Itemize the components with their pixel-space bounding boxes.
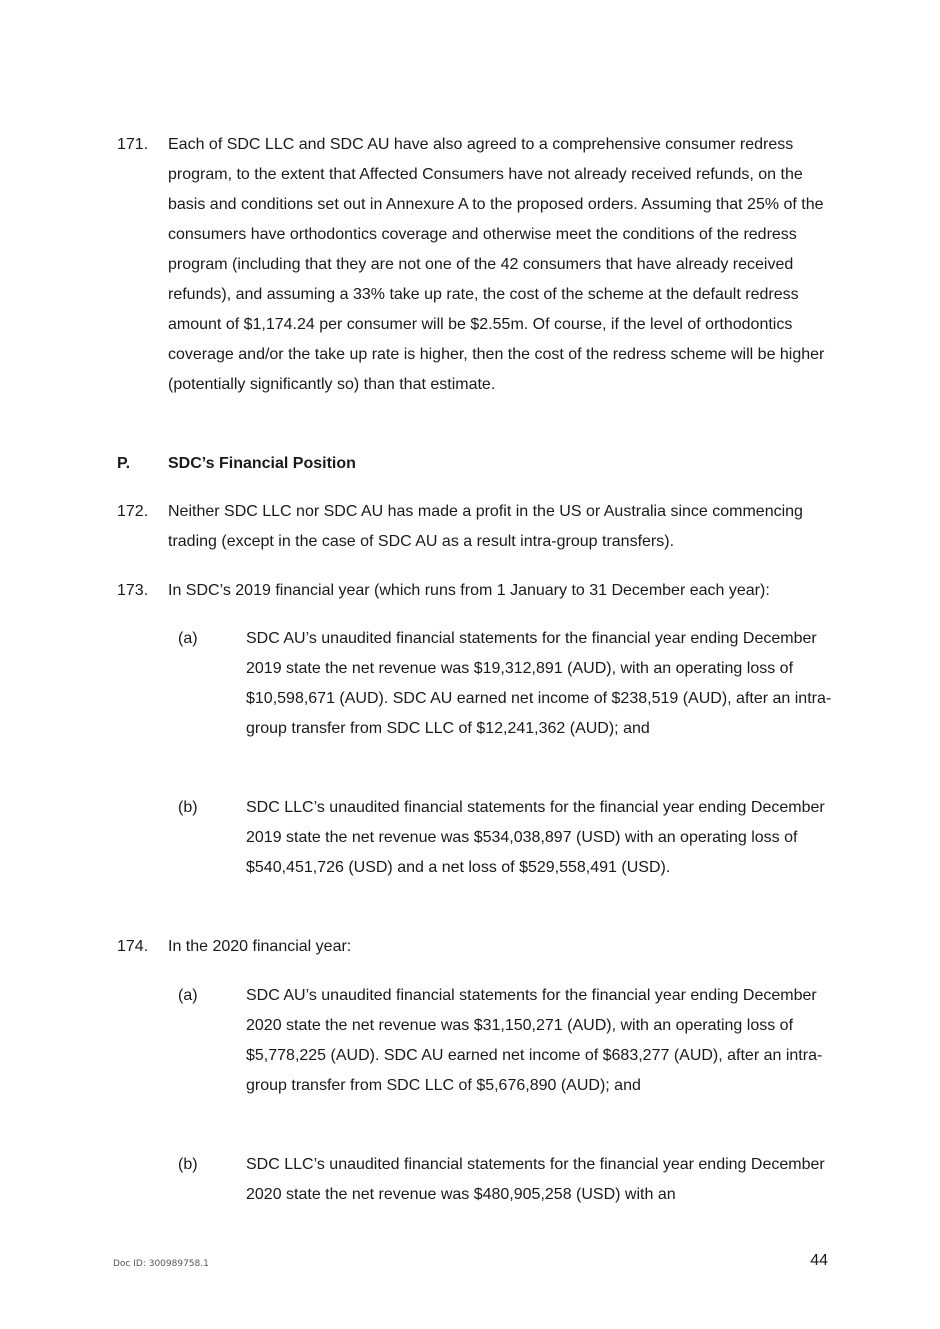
- paragraph-text: Neither SDC LLC nor SDC AU has made a profit in the US or Australia since commencing trading (except in the case of SDC AU as a result intra-group transfers).: [168, 503, 803, 550]
- paragraph-number: 173.: [117, 582, 149, 599]
- subparagraph-173-a: [178, 624, 838, 744]
- footer-doc-id: Doc ID: 300989758.1: [113, 1259, 209, 1269]
- paragraph-173: [117, 576, 837, 606]
- subparagraph-text: SDC LLC’s unaudited financial statements for the financial year ending December 2019 state the net revenue was $534,038,897 (USD) with an operating loss of $540,451,726 (USD) and a net loss of $529,558,491 (USD).: [246, 799, 825, 876]
- paragraph-174: [117, 932, 837, 962]
- page-number: 44: [810, 1252, 828, 1269]
- paragraph-number: 174.: [117, 938, 149, 955]
- paragraph-number: 172.: [117, 503, 149, 520]
- subparagraph-label: (b): [178, 799, 198, 816]
- subparagraph-text: SDC LLC’s unaudited financial statements for the financial year ending December 2020 state the net revenue was $480,905,258 (USD) with an: [246, 1156, 825, 1203]
- paragraph-text: In SDC’s 2019 financial year (which runs from 1 January to 31 December each year):: [168, 582, 770, 599]
- paragraph-text: In the 2020 financial year:: [168, 938, 352, 955]
- subparagraph-label: (b): [178, 1156, 198, 1173]
- section-title: SDC’s Financial Position: [168, 455, 356, 472]
- subparagraph-text: SDC AU’s unaudited financial statements for the financial year ending December 2019 state the net revenue was $19,312,891 (AUD), with an operating loss of $10,598,671 (AUD). SDC AU earned net income of $238,519 (AUD), after an intra-group transfer from SDC LLC of $12,241,362 (AUD); and: [246, 630, 832, 737]
- subparagraph-label: (a): [178, 630, 198, 647]
- subparagraph-173-b: [178, 793, 838, 883]
- section-heading: [117, 449, 356, 479]
- paragraph-172: [117, 497, 837, 557]
- subparagraph-174-b: [178, 1150, 838, 1210]
- subparagraph-label: (a): [178, 987, 198, 1004]
- paragraph-text: Each of SDC LLC and SDC AU have also agreed to a comprehensive consumer redress program, to the extent that Affected Consumers have not already received refunds, on the basis and conditions set out in Annexure A to the proposed orders. Assuming that 25% of the consumers have orthodontics coverage and otherwise meet the conditions of the redress program (including that they are not one of the 42 consumers that have already received refunds), and assuming a 33% take up rate, the cost of the scheme at the default redress amount of $1,174.24 per consumer will be $2.55m. Of course, if the level of orthodontics coverage and/or the take up rate is higher, then the cost of the redress scheme will be higher (potentially significantly so) than that estimate.: [168, 136, 825, 393]
- subparagraph-text: SDC AU’s unaudited financial statements for the financial year ending December 2020 state the net revenue was $31,150,271 (AUD), with an operating loss of $5,778,225 (AUD). SDC AU earned net income of $683,277 (AUD), after an intra-group transfer from SDC LLC of $5,676,890 (AUD); and: [246, 987, 823, 1094]
- subparagraph-174-a: [178, 981, 838, 1101]
- paragraph-number: 171.: [117, 136, 149, 153]
- section-letter: P.: [117, 455, 131, 472]
- paragraph-171: [117, 130, 837, 400]
